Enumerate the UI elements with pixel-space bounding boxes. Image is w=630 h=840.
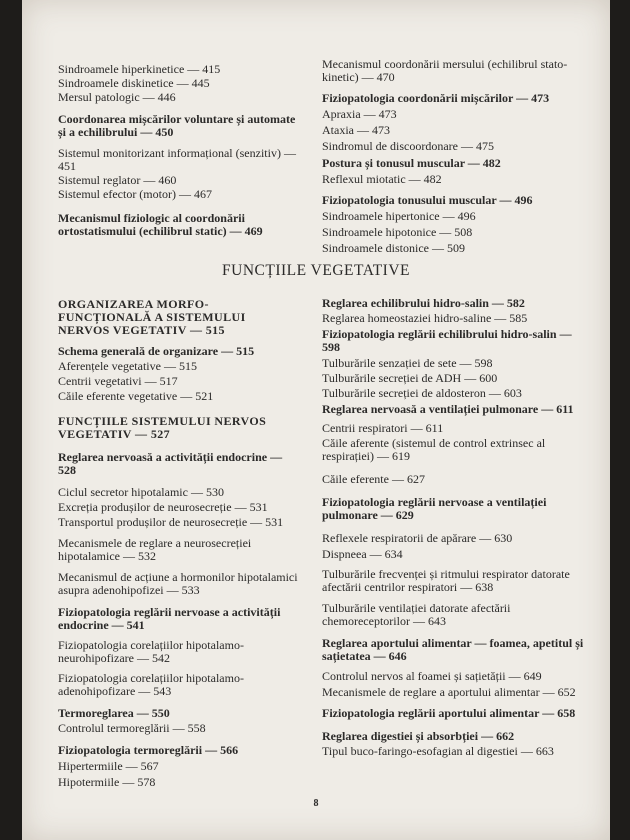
toc-bottom-left-column — [58, 298, 298, 789]
toc-entry: Controlul nervos al foamei și sațietății — 649 — [322, 669, 542, 683]
toc-entry: Reglarea aportului alimentar — foamea, apetitul și sațietatea — 646 — [322, 636, 584, 663]
toc-entry: Reflexele respiratorii de apărare — 630 — [322, 531, 513, 545]
toc-entry: Postura și tonusul muscular — 482 — [322, 156, 501, 170]
toc-entry: Dispneea — 634 — [322, 547, 403, 561]
toc-entry: Tulburările secreției de ADH — 600 — [322, 371, 498, 385]
toc-entry: Centrii vegetativi — 517 — [58, 374, 178, 388]
toc-entry: Fiziopatologia coordonării mișcărilor — 473 — [322, 91, 550, 105]
toc-entry: Reflexul miotatic — 482 — [322, 172, 442, 186]
toc-entry: Tulburările ventilației datorate afectării chemoreceptorilor — 643 — [322, 601, 511, 628]
toc-entry: Apraxia — 473 — [322, 107, 397, 121]
toc-entry: Schema generală de organizare — 515 — [58, 344, 255, 358]
toc-entry: Sistemul monitorizant informațional (senzitiv) — 451 — [58, 146, 296, 173]
toc-entry: Fiziopatologia reglării nervoase a activității endocrine — 541 — [58, 605, 281, 632]
toc-entry: Tipul buco-faringo-esofagian al digestiei — 663 — [322, 744, 554, 758]
toc-entry: Fiziopatologia reglării nervoase a ventilației pulmonare — 629 — [322, 495, 547, 522]
toc-entry: Hipertermiile — 567 — [58, 759, 159, 773]
toc-entry: Căile eferente vegetative — 521 — [58, 389, 214, 403]
toc-entry: Coordonarea mișcărilor voluntare și automate și a echilibrului — 450 — [58, 112, 296, 139]
toc-entry: Reglarea digestiei și absorbției — 662 — [322, 729, 515, 743]
toc-entry: Excreția produșilor de neurosecreție — 531 — [58, 500, 268, 514]
toc-entry: Fiziopatologia corelațiilor hipotalamo-adenohipofizare — 543 — [58, 671, 244, 698]
toc-entry: Centrii respiratori — 611 — [322, 421, 444, 435]
toc-entry: Reglarea homeostaziei hidro-saline — 585 — [322, 311, 528, 325]
toc-entry: Mecanismul de acțiune a hormonilor hipotalamici asupra adenohipofizei — 533 — [58, 570, 298, 597]
toc-entry: FUNCȚIILE SISTEMULUI NERVOS VEGETATIV — 527 — [58, 414, 267, 441]
toc-entry: Mersul patologic — 446 — [58, 90, 176, 104]
toc-top-left-column — [58, 63, 298, 238]
toc-entry: Mecanismele de reglare a aportului alimentar — 652 — [322, 685, 576, 699]
toc-entry: Sindroamele diskinetice — 445 — [58, 76, 210, 90]
toc-entry: Tulburările senzației de sete — 598 — [322, 356, 493, 370]
toc-entry: Transportul produșilor de neurosecreție — 531 — [58, 515, 284, 529]
toc-entry: ORGANIZAREA MORFO-FUNCȚIONALĂ A SISTEMULUI NERVOS VEGETATIV — 515 — [58, 297, 246, 337]
toc-entry: Mecanismul fiziologic al coordonării ortostatismului (echilibrul static) — 469 — [58, 211, 263, 238]
toc-entry: Controlul termoreglării — 558 — [58, 721, 206, 735]
toc-entry: Tulburările secreției de aldosteron — 603 — [322, 386, 522, 400]
toc-entry: Sistemul reglator — 460 — [58, 173, 177, 187]
toc-entry: Fiziopatologia tonusului muscular — 496 — [322, 193, 533, 207]
toc-entry: Căile eferente — 627 — [322, 472, 425, 486]
toc-entry: Hipotermiile — 578 — [58, 775, 156, 789]
toc-entry: Fiziopatologia reglării aportului alimentar — 658 — [322, 706, 576, 720]
toc-entry: Căile aferente (sistemul de control extrinsec al respirației) — 619 — [322, 436, 546, 463]
toc-entry: Ataxia — 473 — [322, 123, 390, 137]
toc-entry: Ciclul secretor hipotalamic — 530 — [58, 485, 224, 499]
toc-entry: Termoreglarea — 550 — [58, 706, 170, 720]
toc-bottom-right-column — [322, 297, 587, 758]
toc-top-right-column — [322, 58, 587, 255]
page-number: 8 — [313, 798, 319, 809]
toc-entry: Reglarea nervoasă a ventilației pulmonare — 611 — [322, 402, 574, 416]
toc-entry: Reglarea nervoasă a activității endocrine — 528 — [58, 450, 283, 477]
toc-entry: Fiziopatologia corelațiilor hipotalamo-neurohipofizare — 542 — [58, 638, 244, 665]
toc-entry: Mecanismele de reglare a neurosecreției hipotalamice — 532 — [58, 536, 252, 563]
toc-entry: Sindroamele hipotonice — 508 — [322, 225, 473, 239]
toc-entry: Sindroamele hipertonice — 496 — [322, 209, 476, 223]
toc-entry: Fiziopatologia termoreglării — 566 — [58, 743, 239, 757]
toc-entry: Sindroamele hiperkinetice — 415 — [58, 62, 221, 76]
toc-entry: Aferențele vegetative — 515 — [58, 359, 197, 373]
toc-entry: Fiziopatologia reglării echilibrului hidro-salin — 598 — [322, 327, 572, 354]
toc-entry: Sindromul de discoordonare — 475 — [322, 139, 494, 153]
toc-entry: Sistemul efector (motor) — 467 — [58, 187, 212, 201]
section-heading: FUNCȚIILE VEGETATIVE — [222, 262, 410, 279]
toc-entry: Sindroamele distonice — 509 — [322, 241, 465, 255]
toc-entry: Mecanismul coordonării mersului (echilibrul stato-kinetic) — 470 — [322, 57, 568, 84]
toc-entry: Reglarea echilibrului hidro-salin — 582 — [322, 296, 525, 310]
toc-entry: Tulburările frecvenței și ritmului respirator datorate afectării centrilor respiratori — 638 — [322, 567, 570, 594]
